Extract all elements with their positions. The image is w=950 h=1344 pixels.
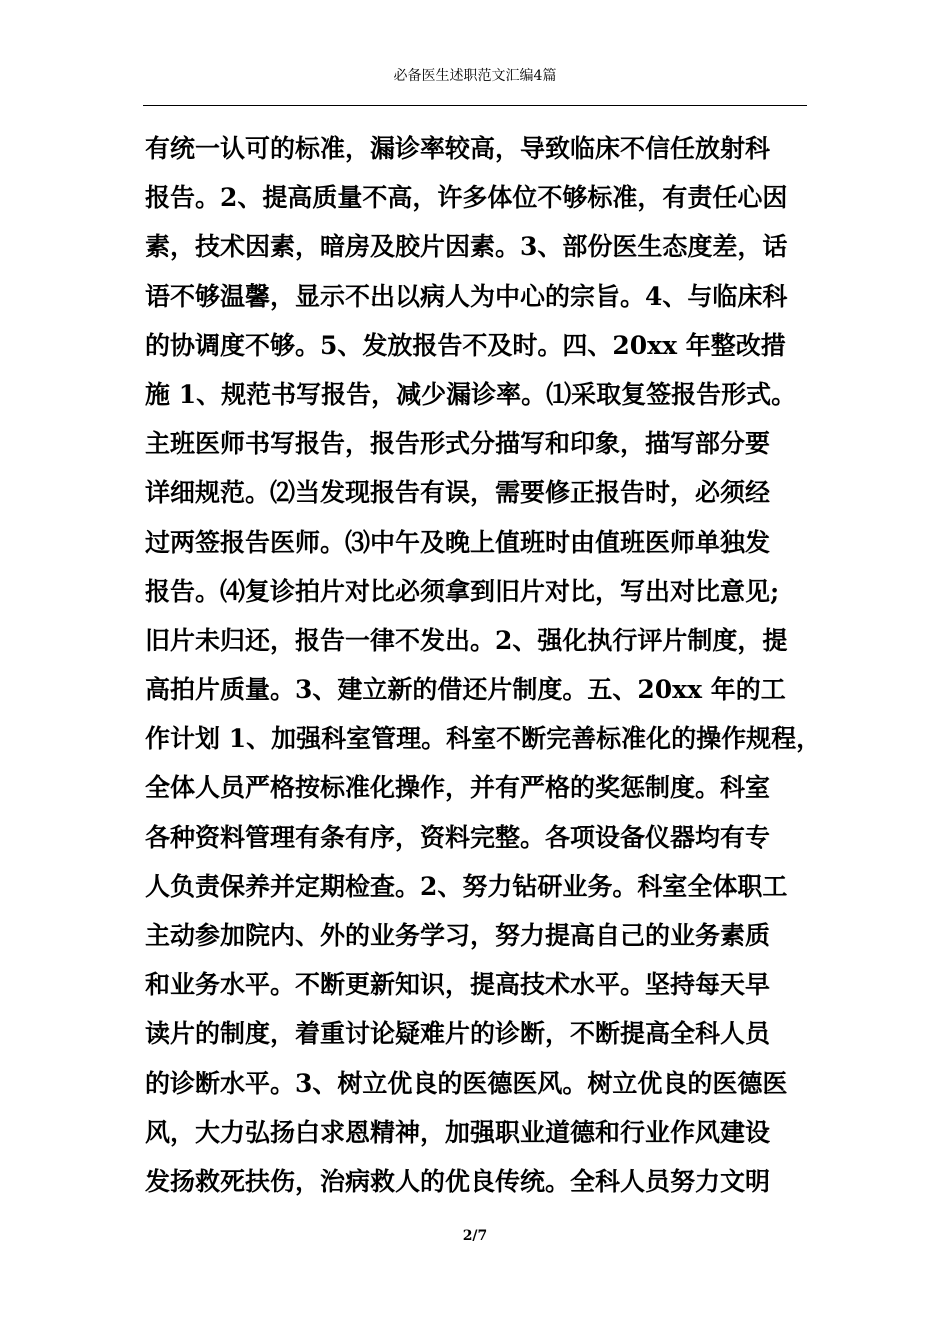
text-line: 和业务水平。不断更新知识，提高技术水平。坚持每天早 <box>145 970 771 1000</box>
text-line: 施 1、规范书写报告，减少漏诊率。⑴采取复签报告形式。 <box>145 379 797 409</box>
text-line: 语不够温馨，显示不出以病人为中心的宗旨。4、与临床科 <box>145 281 788 311</box>
text-line: 主班医师书写报告，报告形式分描写和印象，描写部分要 <box>145 429 771 459</box>
body-text <box>145 124 822 1206</box>
text-line: 素，技术因素，暗房及胶片因素。3、部份医生态度差，话 <box>145 232 788 262</box>
text-line: 详细规范。⑵当发现报告有误，需要修正报告时，必须经 <box>145 478 771 508</box>
text-line: 各种资料管理有条有序，资料完整。各项设备仪器均有专 <box>145 822 771 852</box>
text-line: 报告。2、提高质量不高，许多体位不够标准，有责任心因 <box>145 183 788 213</box>
text-line: 高拍片质量。3、建立新的借还片制度。五、20xx 年的工 <box>145 675 786 705</box>
text-line: 主动参加院内、外的业务学习，努力提高自己的业务素质 <box>145 921 771 950</box>
text-line: 旧片未归还，报告一律不发出。2、强化执行评片制度，提 <box>145 625 788 655</box>
text-line: 人负责保养并定期检查。2、努力钻研业务。科室全体职工 <box>145 871 788 901</box>
text-line: 过两签报告医师。⑶中午及晚上值班时由值班医师单独发 <box>145 527 771 557</box>
text-line: 作计划 1、加强科室管理。科室不断完善标准化的操作规程， <box>145 724 822 754</box>
text-line: 的诊断水平。3、树立优良的医德医风。树立优良的医德医 <box>145 1068 788 1098</box>
text-line: 报告。⑷复诊拍片对比必须拿到旧片对比，写出对比意见; <box>145 576 780 606</box>
text-line: 读片的制度，着重讨论疑难片的诊断，不断提高全科人员 <box>145 1019 771 1049</box>
text-line: 全体人员严格按标准化操作，并有严格的奖惩制度。科室 <box>145 773 771 803</box>
running-header: 必备医生述职范文汇编4篇 <box>393 68 557 84</box>
header-divider <box>143 105 807 106</box>
text-line: 发扬救死扶伤，治病救人的优良传统。全科人员努力文明 <box>145 1166 771 1196</box>
text-line: 的协调度不够。5、发放报告不及时。四、20xx 年整改措 <box>145 330 786 360</box>
text-line: 有统一认可的标准，漏诊率较高，导致临床不信任放射科 <box>145 134 771 163</box>
page-number: 2/7 <box>462 1228 488 1244</box>
text-line: 风，大力弘扬白求恩精神，加强职业道德和行业作风建设 <box>145 1117 771 1147</box>
